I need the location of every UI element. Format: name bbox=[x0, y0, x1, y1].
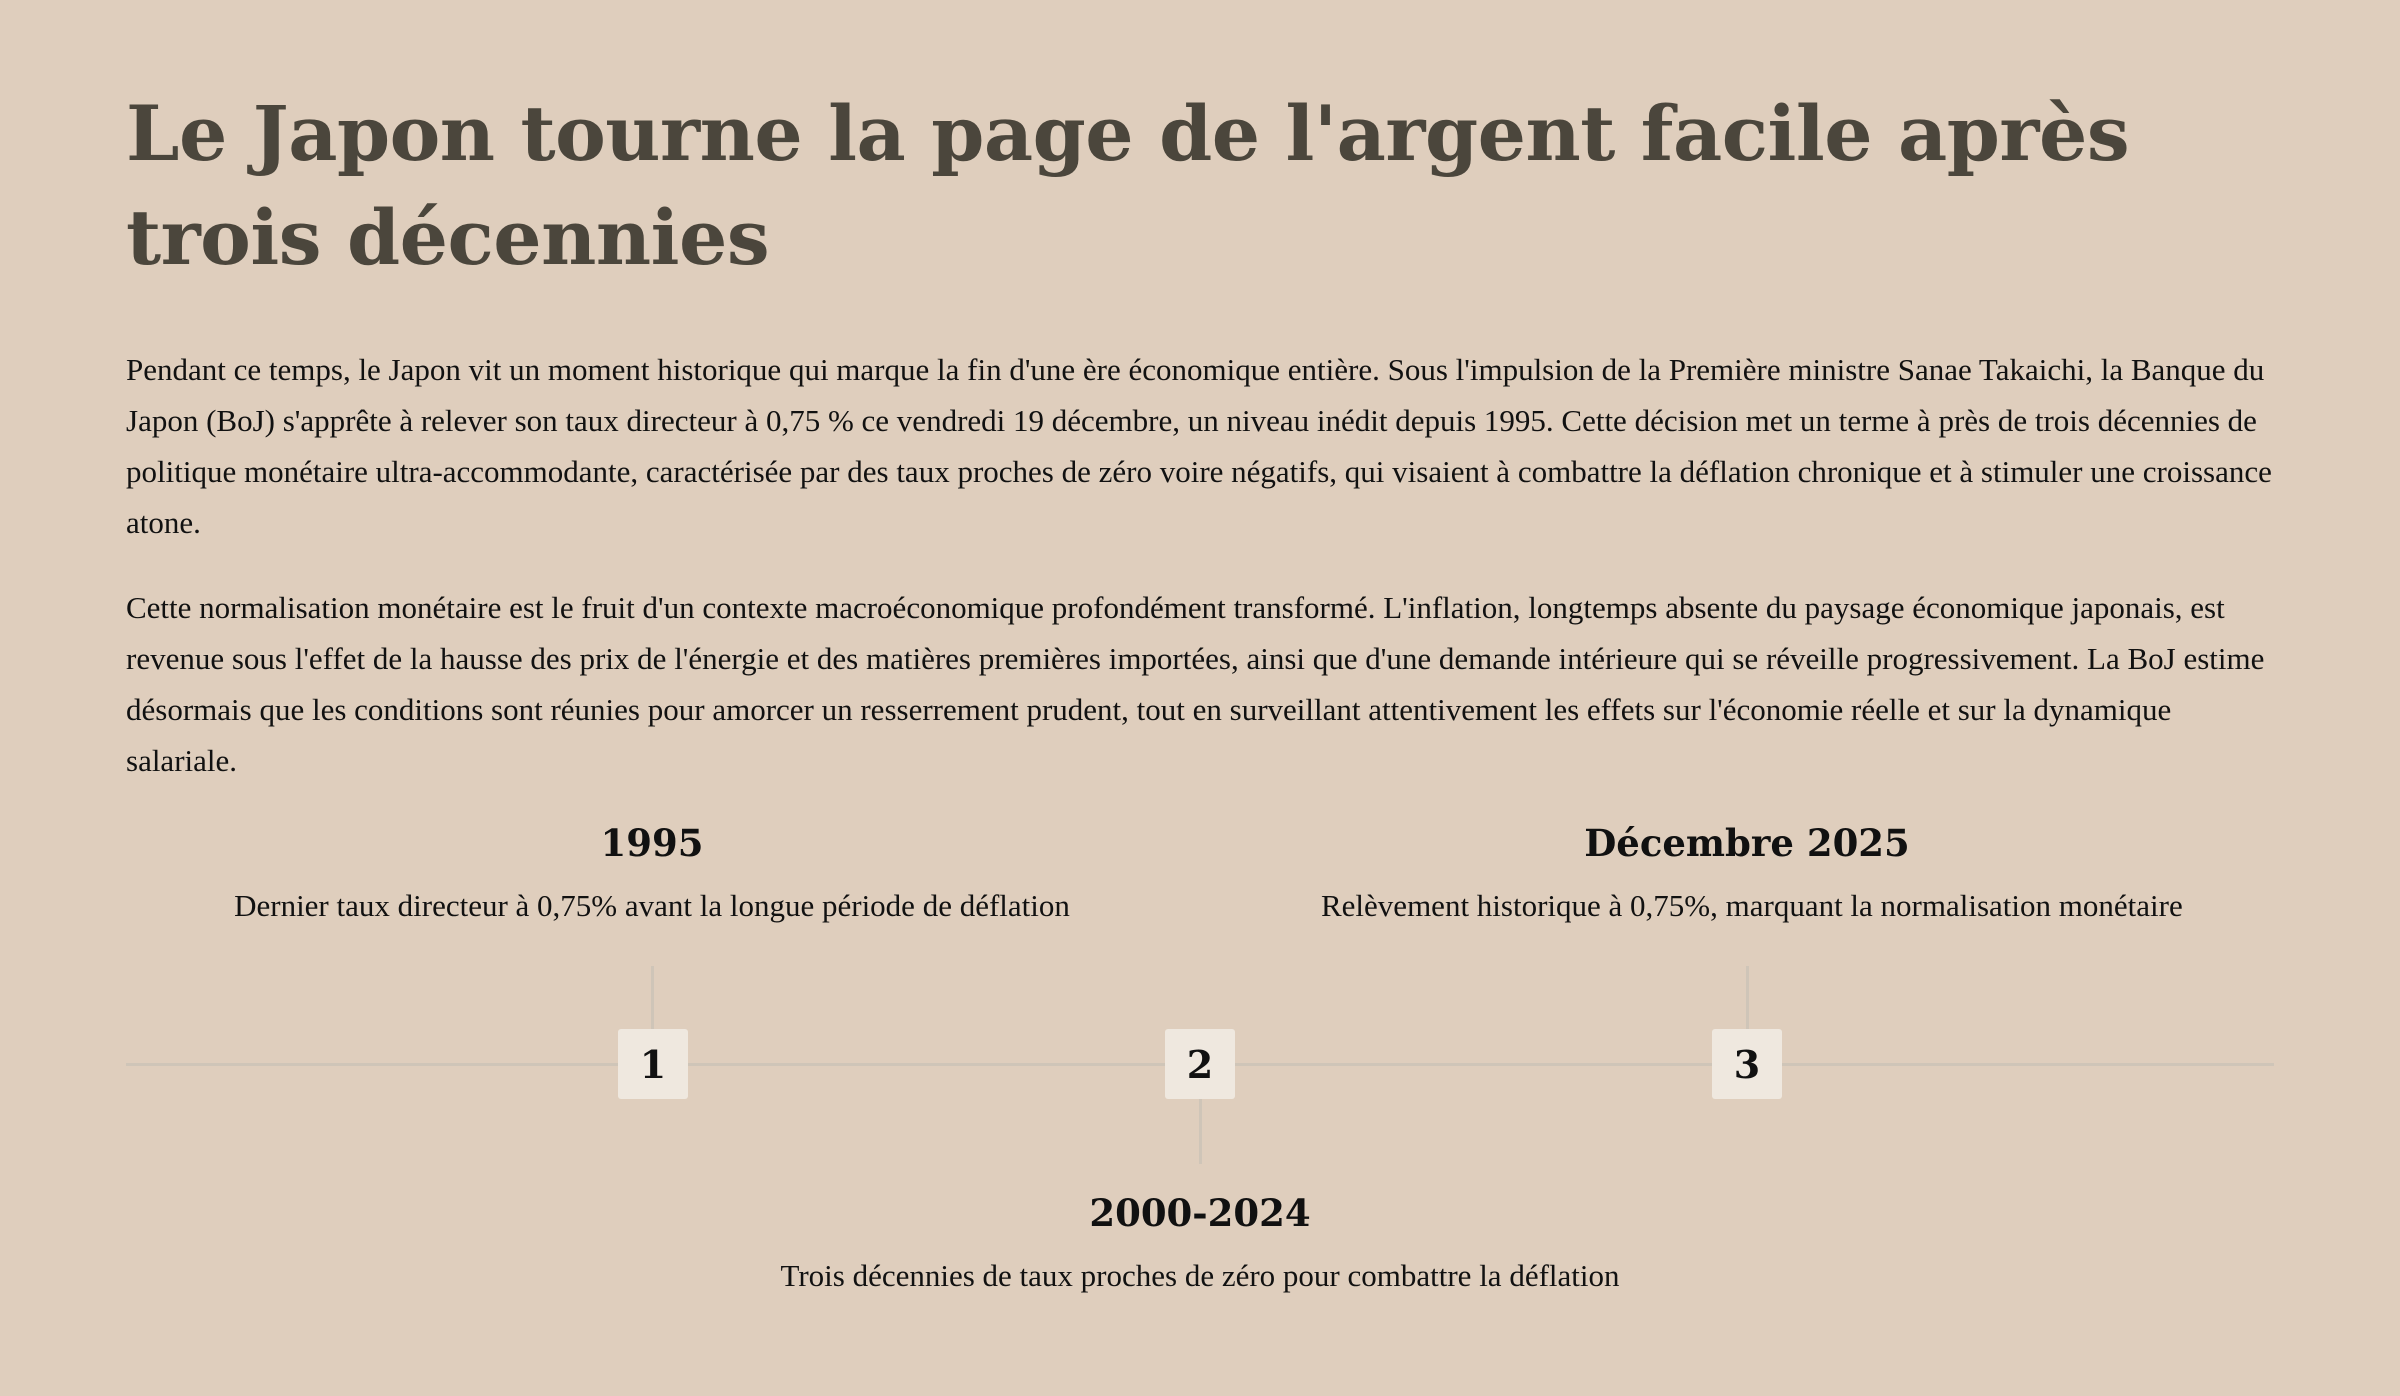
article-paragraph-2: Cette normalisation monétaire est le fruit d'un contexte macroéconomique profondément transformé. L'inflation, longtemps absente du paysage économique japonais, est revenue sous l'effet de la hausse des prix de l'énergie et des matières premières importées, ainsi que d'une demande intérieure qui se réveille progressivement. La BoJ estime désormais que les conditions sont réunies pour amorcer un resserrement prudent, tout en surveillant attentivement les effets sur l'économie réelle et sur la dynamique salariale. bbox=[126, 590, 2265, 778]
article-paragraph-1: Pendant ce temps, le Japon vit un moment historique qui marque la fin d'une ère économique entière. Sous l'impulsion de la Première ministre Sanae Takaichi, la Banque du Japon (BoJ) s'apprête à relever son taux directeur à 0,75 % ce vendredi 19 décembre, un niveau inédit depuis 1995. Cette décision met un terme à près de trois décennies de politique monétaire ultra-accommodante, caractérisée par des taux proches de zéro voire négatifs, qui visaient à combattre la déflation chronique et à stimuler une croissance atone. bbox=[126, 352, 2272, 540]
page-title: Le Japon tourne la page de l'argent facile après trois décennies bbox=[126, 89, 2130, 282]
timeline-event-description: Relèvement historique à 0,75%, marquant la normalisation monétaire bbox=[1321, 888, 2183, 923]
timeline-event-2 bbox=[774, 1188, 1626, 1298]
timeline-marker-2: 2 bbox=[1165, 1029, 1235, 1099]
timeline-event-title: 2000-2024 bbox=[1089, 1191, 1311, 1235]
timeline-event-3 bbox=[1321, 818, 2183, 928]
timeline-event-1 bbox=[226, 818, 1078, 928]
timeline-event-title: Décembre 2025 bbox=[1584, 821, 1910, 865]
timeline-marker-3: 3 bbox=[1712, 1029, 1782, 1099]
timeline-event-title: 1995 bbox=[600, 821, 704, 865]
timeline-event-description: Trois décennies de taux proches de zéro pour combattre la déflation bbox=[780, 1258, 1620, 1293]
timeline-event-description: Dernier taux directeur à 0,75% avant la longue période de déflation bbox=[234, 888, 1070, 923]
article-page bbox=[126, 0, 2274, 1396]
timeline bbox=[126, 800, 2274, 1320]
timeline-marker-1: 1 bbox=[618, 1029, 688, 1099]
